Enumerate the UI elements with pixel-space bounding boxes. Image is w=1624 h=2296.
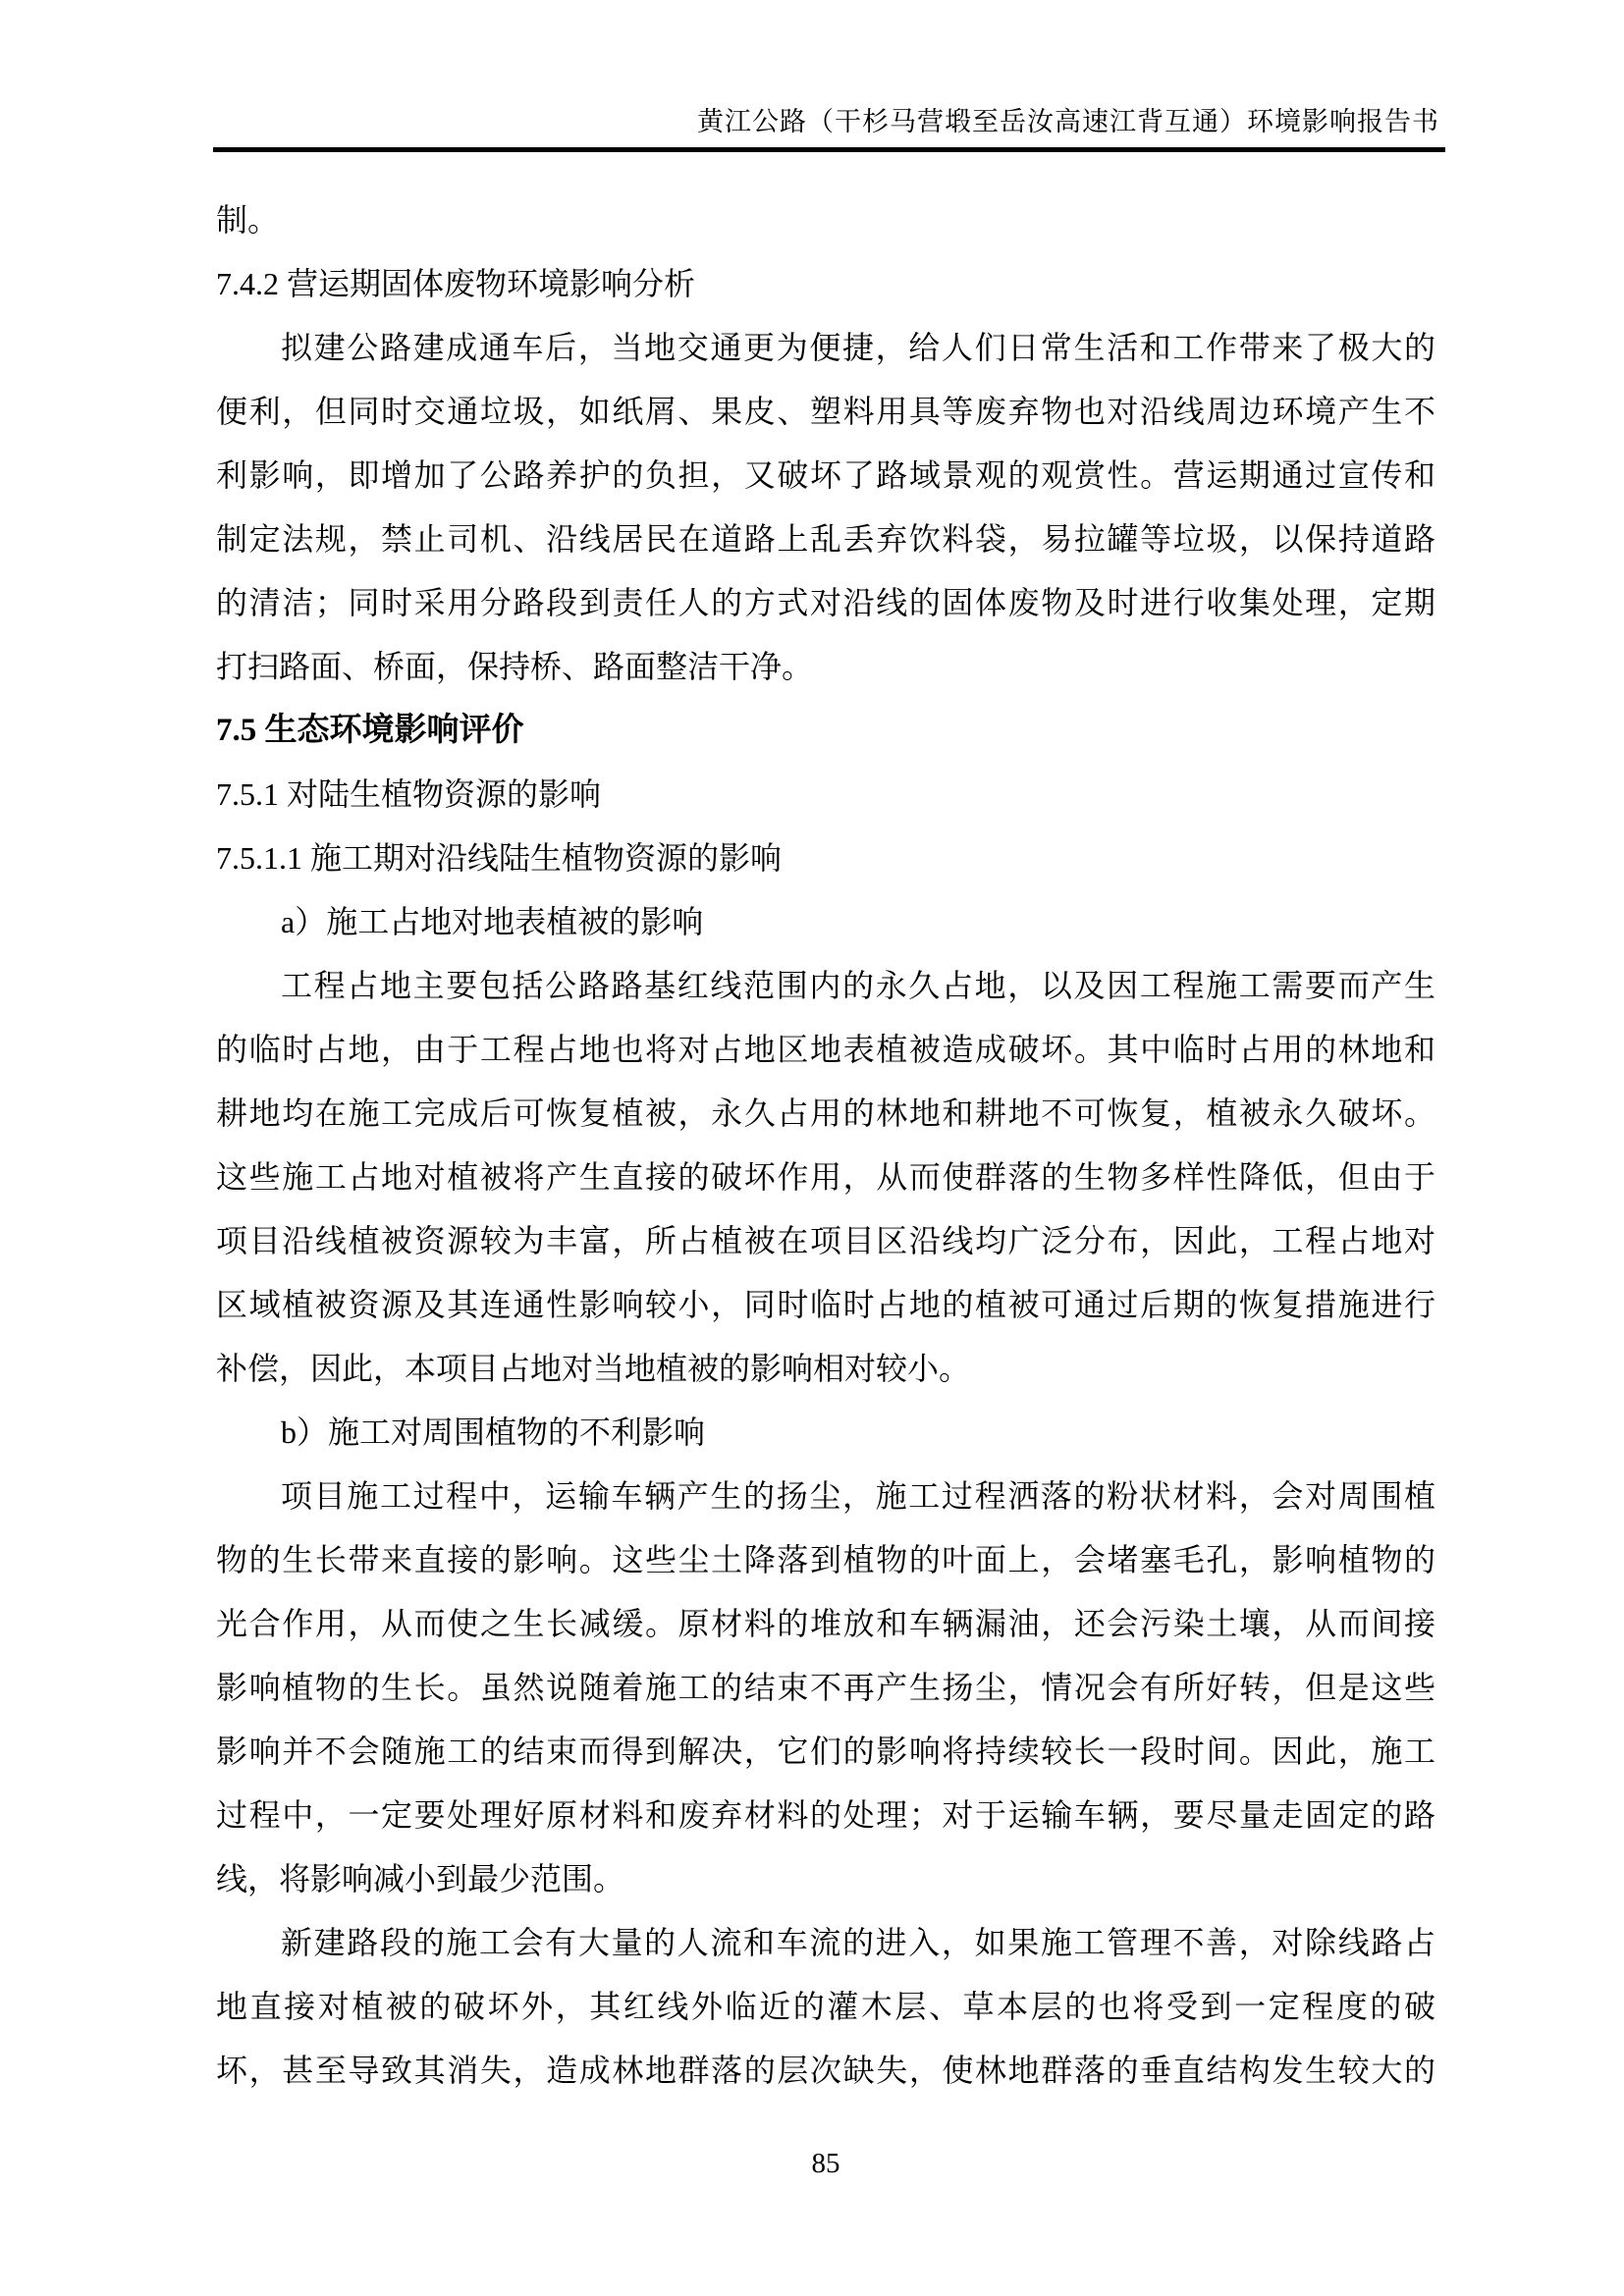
- section-heading: 7.5.1.1 施工期对沿线陆生植物资源的影响: [216, 840, 783, 876]
- paragraph-line: 的清洁；同时采用分路段到责任人的方式对沿线的固体废物及时进行收集处理，定期: [216, 585, 1435, 620]
- paragraph-line: 坏，甚至导致其消失，造成林地群落的层次缺失，使林地群落的垂直结构发生较大的: [216, 2053, 1435, 2088]
- paragraph-line: 区域植被资源及其连通性影响较小，同时临时占地的植被可通过后期的恢复措施进行: [216, 1287, 1435, 1322]
- paragraph-line: 物的生长带来直接的影响。这些尘土降落到植物的叶面上，会堵塞毛孔，影响植物的: [216, 1542, 1435, 1577]
- paragraph-line: 的临时占地，由于工程占地也将对占地区地表植被造成破坏。其中临时占用的林地和: [216, 1032, 1435, 1067]
- paragraph-line: 工程占地主要包括公路路基红线范围内的永久占地，以及因工程施工需要而产生: [281, 968, 1435, 1003]
- paragraph-line: 光合作用，从而使之生长减缓。原材料的堆放和车辆漏油，还会污染土壤，从而间接: [216, 1606, 1435, 1641]
- page-header-title: 黄江公路（干杉马营塅至岳汝高速江背互通）环境影响报告书: [697, 107, 1439, 136]
- paragraph-line: 项目施工过程中，运输车辆产生的扬尘，施工过程洒落的粉状材料，会对周围植: [281, 1478, 1435, 1514]
- section-heading: 7.4.2 营运期固体废物环境影响分析: [216, 266, 696, 301]
- paragraph-line: 项目沿线植被资源较为丰富，所占植被在项目区沿线均广泛分布，因此，工程占地对: [216, 1223, 1435, 1258]
- paragraph-line: 利影响，即增加了公路养护的负担，又破坏了路域景观的观赏性。营运期通过宣传和: [216, 457, 1435, 493]
- paragraph-line: 便利，但同时交通垃圾，如纸屑、果皮、塑料用具等废弃物也对沿线周边环境产生不: [216, 394, 1435, 429]
- paragraph-line: 制。: [216, 202, 280, 238]
- list-item-heading: a）施工占地对地表植被的影响: [281, 904, 704, 939]
- paragraph-line: 影响植物的生长。虽然说随着施工的结束不再产生扬尘，情况会有所好转，但是这些: [216, 1670, 1435, 1705]
- paragraph-line: 拟建公路建成通车后，当地交通更为便捷，给人们日常生活和工作带来了极大的: [281, 330, 1435, 365]
- paragraph-line: 过程中，一定要处理好原材料和废弃材料的处理；对于运输车辆，要尽量走固定的路: [216, 1797, 1435, 1833]
- list-item-heading: b）施工对周围植物的不利影响: [281, 1415, 706, 1450]
- paragraph-line: 新建路段的施工会有大量的人流和车流的进入，如果施工管理不善，对除线路占: [281, 1925, 1435, 1960]
- page-number: 85: [811, 2148, 840, 2179]
- paragraph-line: 耕地均在施工完成后可恢复植被，永久占用的林地和耕地不可恢复，植被永久破坏。: [216, 1095, 1435, 1131]
- paragraph-line: 补偿，因此，本项目占地对当地植被的影响相对较小。: [216, 1351, 971, 1386]
- paragraph-line: 打扫路面、桥面，保持桥、路面整洁干净。: [216, 649, 814, 684]
- header-rule: [213, 147, 1445, 152]
- section-heading: 7.5 生态环境影响评价: [216, 713, 524, 748]
- paragraph-line: 影响并不会随施工的结束而得到解决，它们的影响将持续较长一段时间。因此，施工: [216, 1734, 1435, 1769]
- paragraph-line: 线，将影响减小到最少范围。: [216, 1861, 625, 1896]
- paragraph-line: 地直接对植被的破坏外，其红线外临近的灌木层、草本层的也将受到一定程度的破: [216, 1989, 1435, 2024]
- document-body: [216, 188, 1435, 2103]
- paragraph-line: 这些施工占地对植被将产生直接的破坏作用，从而使群落的生物多样性降低，但由于: [216, 1159, 1435, 1195]
- section-heading: 7.5.1 对陆生植物资源的影响: [216, 776, 602, 812]
- paragraph-line: 制定法规，禁止司机、沿线居民在道路上乱丢弃饮料袋，易拉罐等垃圾，以保持道路: [216, 521, 1435, 557]
